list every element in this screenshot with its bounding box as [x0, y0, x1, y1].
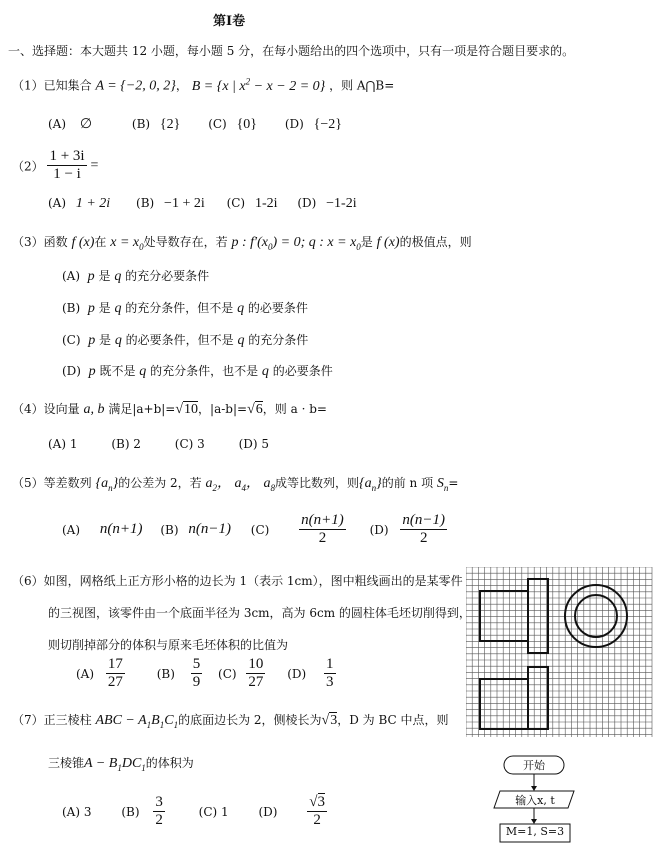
q5-option-c-label: (C) [250, 522, 270, 537]
question-1 [12, 76, 394, 95]
q1-option-c: {0} [236, 117, 258, 132]
q2-option-d-label: (D) [297, 196, 317, 210]
q6-option-c-label: (C) [218, 666, 237, 681]
q5-option-a: n(n+1) [99, 521, 143, 538]
q2-equals: = [90, 157, 99, 173]
flowchart-arrowhead-2 [531, 819, 537, 824]
q5-option-d: $\frac{n(n-1)}{2}$ [402, 512, 446, 547]
q4-vectors: a, b [83, 402, 105, 417]
q7-option-b: $\frac{3}{2}$ [155, 794, 163, 829]
q5-stem-d: 的前 n 项 [381, 476, 434, 490]
q5-stem-b: 的公差为 2，若 [118, 476, 202, 490]
q1-post: ，则 A⋂B= [329, 78, 395, 93]
q2-option-c-label: (C) [226, 196, 246, 210]
q6-option-a: $\frac{17}{27}$ [107, 656, 123, 691]
q5-option-b: n(n−1) [188, 521, 231, 538]
q3-stem-e: 的极值点，则 [399, 235, 472, 249]
q5-option-c: $\frac{n(n+1)}{2}$ [301, 512, 344, 547]
q7-pyramid: $A - B_1DC_1$ [84, 756, 146, 773]
q7-option-c: (C) 1 [198, 804, 229, 819]
q2-option-c: 1-2i [254, 196, 278, 211]
front-view-flange [528, 579, 548, 653]
q2-option-b: −1 + 2i [164, 196, 205, 211]
q6-option-d-label: (D) [287, 666, 307, 681]
q5-stem-c: 成等比数列，则 [274, 476, 359, 490]
q5-option-a-label: (A) [62, 522, 81, 537]
front-view-base [480, 591, 528, 641]
q2-fraction: $\frac{1 + 3i}{1 - i}$ [49, 148, 85, 183]
q1-set-b: B = {x | $x^2 - x - 2 = 0$} [191, 76, 326, 94]
q3-f2: f (x) [376, 235, 400, 250]
q3-f1: f (x) [71, 235, 95, 250]
q3-stem-a: 函数 [43, 235, 68, 249]
flowchart-input-label: 输入x, t [515, 794, 555, 807]
q1-option-b-label: (B) [131, 117, 151, 131]
q2-option-d: −1-2i [326, 196, 357, 211]
q3-option-b: (B) p 是 q 的充分条件，但不是 q 的必要条件 [62, 301, 308, 316]
q5-option-d-label: (D) [369, 522, 389, 537]
q4-stem-d: ，则 a · b= [262, 402, 327, 416]
q4-stem-a: 设向量 [43, 402, 80, 416]
question-3 [12, 233, 472, 252]
q2-option-a-label: (A) [48, 196, 67, 210]
q7-option-b-label: (B) [121, 804, 140, 819]
q7-option-d: $\frac{√3}{2}$ [309, 794, 326, 829]
q4-stem-c: ，|a-b|= [198, 402, 248, 416]
question-7-line-1: （7）正三棱柱 ABC − $A_1B_1C_1$的底面边长为 2，侧棱长为√3，D 为 BC 中点，则 [12, 713, 449, 730]
q7-option-a: (A) 3 [62, 804, 92, 819]
q4-root-10: √10 [175, 402, 199, 417]
q7-option-d-label: (D) [258, 804, 278, 819]
q1-option-d: {−2} [313, 117, 342, 132]
q6-options [76, 656, 336, 692]
q7-root-3: √3 [321, 713, 338, 728]
question-6-line-1: （6）如图，网格纸上正方形小格的边长为 1（表示 1cm），图中粗线画出的是某零件 [12, 574, 463, 588]
side-view-flange [528, 667, 548, 729]
q7-prism: ABC − $A_1B_1C_1$ [95, 713, 179, 730]
q4-options [48, 437, 269, 451]
q1-option-d-label: (D) [284, 117, 304, 131]
q1-option-c-label: (C) [208, 117, 227, 131]
q5-number: （5） [12, 476, 44, 490]
flowchart-arrowhead-1 [531, 786, 537, 791]
grid-lines [466, 567, 652, 737]
page-title: 第Ⅰ卷 [213, 14, 246, 29]
q3-option-c: (C) p 是 q 的必要条件，但不是 q 的充分条件 [62, 333, 309, 348]
q6-option-b-label: (B) [156, 666, 175, 681]
q2-number: （2） [12, 159, 44, 174]
question-6-line-2: 的三视图，该零件由一个底面半径为 3cm，高为 6cm 的圆柱体毛坯切削得到， [48, 606, 471, 620]
q5-option-b-label: (B) [160, 522, 179, 537]
q5-stem-a: 等差数列 [43, 476, 92, 490]
q3-cond2: p : $f'(x_0) = 0$; q : $x = x_0$ [231, 235, 361, 252]
q3-stem-b: 在 [94, 235, 107, 249]
q1-sep: ， [175, 78, 188, 93]
q6-option-c: $\frac{10}{27}$ [248, 656, 264, 691]
question-6-line-3: 则切削掉部分的体积与原来毛坯体积的比值为 [48, 638, 289, 652]
q3-cond1: $x = x_0$ [110, 235, 144, 252]
q4-stem-b: 满足|a+b|= [108, 402, 176, 416]
question-4 [12, 400, 327, 418]
flowchart-start-label: 开始 [523, 759, 545, 772]
q5-terms: $a_2$， $a_4$， $a_8$ [205, 476, 275, 493]
q4-option-d: (D) 5 [238, 437, 270, 451]
q1-options [48, 116, 342, 133]
q1-option-a: ∅ [79, 117, 93, 132]
q2-option-a: 1 + 2i [75, 196, 111, 211]
q7-options [62, 794, 327, 830]
q2-options [48, 196, 357, 212]
q3-option-a: (A) p 是 q 的充分必要条件 [62, 269, 210, 284]
q4-option-a: (A) 1 [48, 437, 78, 451]
q1-option-b: {2} [159, 117, 181, 132]
q1-set-a: A = {−2, 0, 2} [95, 78, 176, 94]
flowchart-init-label: M=1, S=3 [505, 825, 565, 838]
q5-options [62, 512, 447, 548]
q3-stem-d: 是 [360, 235, 373, 249]
question-2 [12, 148, 98, 184]
q5-stem-e: = [448, 476, 459, 490]
q6-option-d: $\frac{1}{3}$ [326, 656, 334, 691]
q1-number: （1） [12, 78, 44, 93]
q6-option-b: $\frac{5}{9}$ [192, 656, 201, 691]
q5-sn: $S_n$ [436, 476, 449, 493]
question-7-line-2: 三棱锥$A - B_1DC_1$的体积为 [48, 756, 194, 773]
three-view-diagram [466, 567, 656, 739]
q1-stem: 已知集合 [43, 78, 92, 93]
q3-number: （3） [12, 235, 44, 249]
q4-root-6: √6 [247, 402, 263, 417]
question-5: （5）等差数列 $\{a_n\}$的公差为 2，若 $a_2$， $a_4$， $a_8$成等比数列，则$\{a_n\}$的前 n 项 $S_n=$ [12, 476, 459, 493]
q4-option-b: (B) 2 [111, 437, 141, 451]
q1-option-a-label: (A) [48, 117, 67, 131]
q4-number: （4） [12, 402, 44, 416]
q4-option-c: (C) 3 [174, 437, 205, 451]
q5-seq: $\{a_n\}$ [95, 476, 119, 493]
q3-option-d: (D) p 既不是 q 的充分条件，也不是 q 的必要条件 [62, 364, 333, 379]
q2-option-b-label: (B) [136, 196, 155, 210]
q3-stem-c: 处导数存在，若 [143, 235, 228, 249]
section-heading: 一、选择题：本大题共 12 小题，每小题 5 分，在每小题给出的四个选项中，只有一项是符合题目要求的。 [8, 44, 575, 58]
side-view-base [480, 679, 528, 729]
q6-option-a-label: (A) [76, 666, 95, 681]
